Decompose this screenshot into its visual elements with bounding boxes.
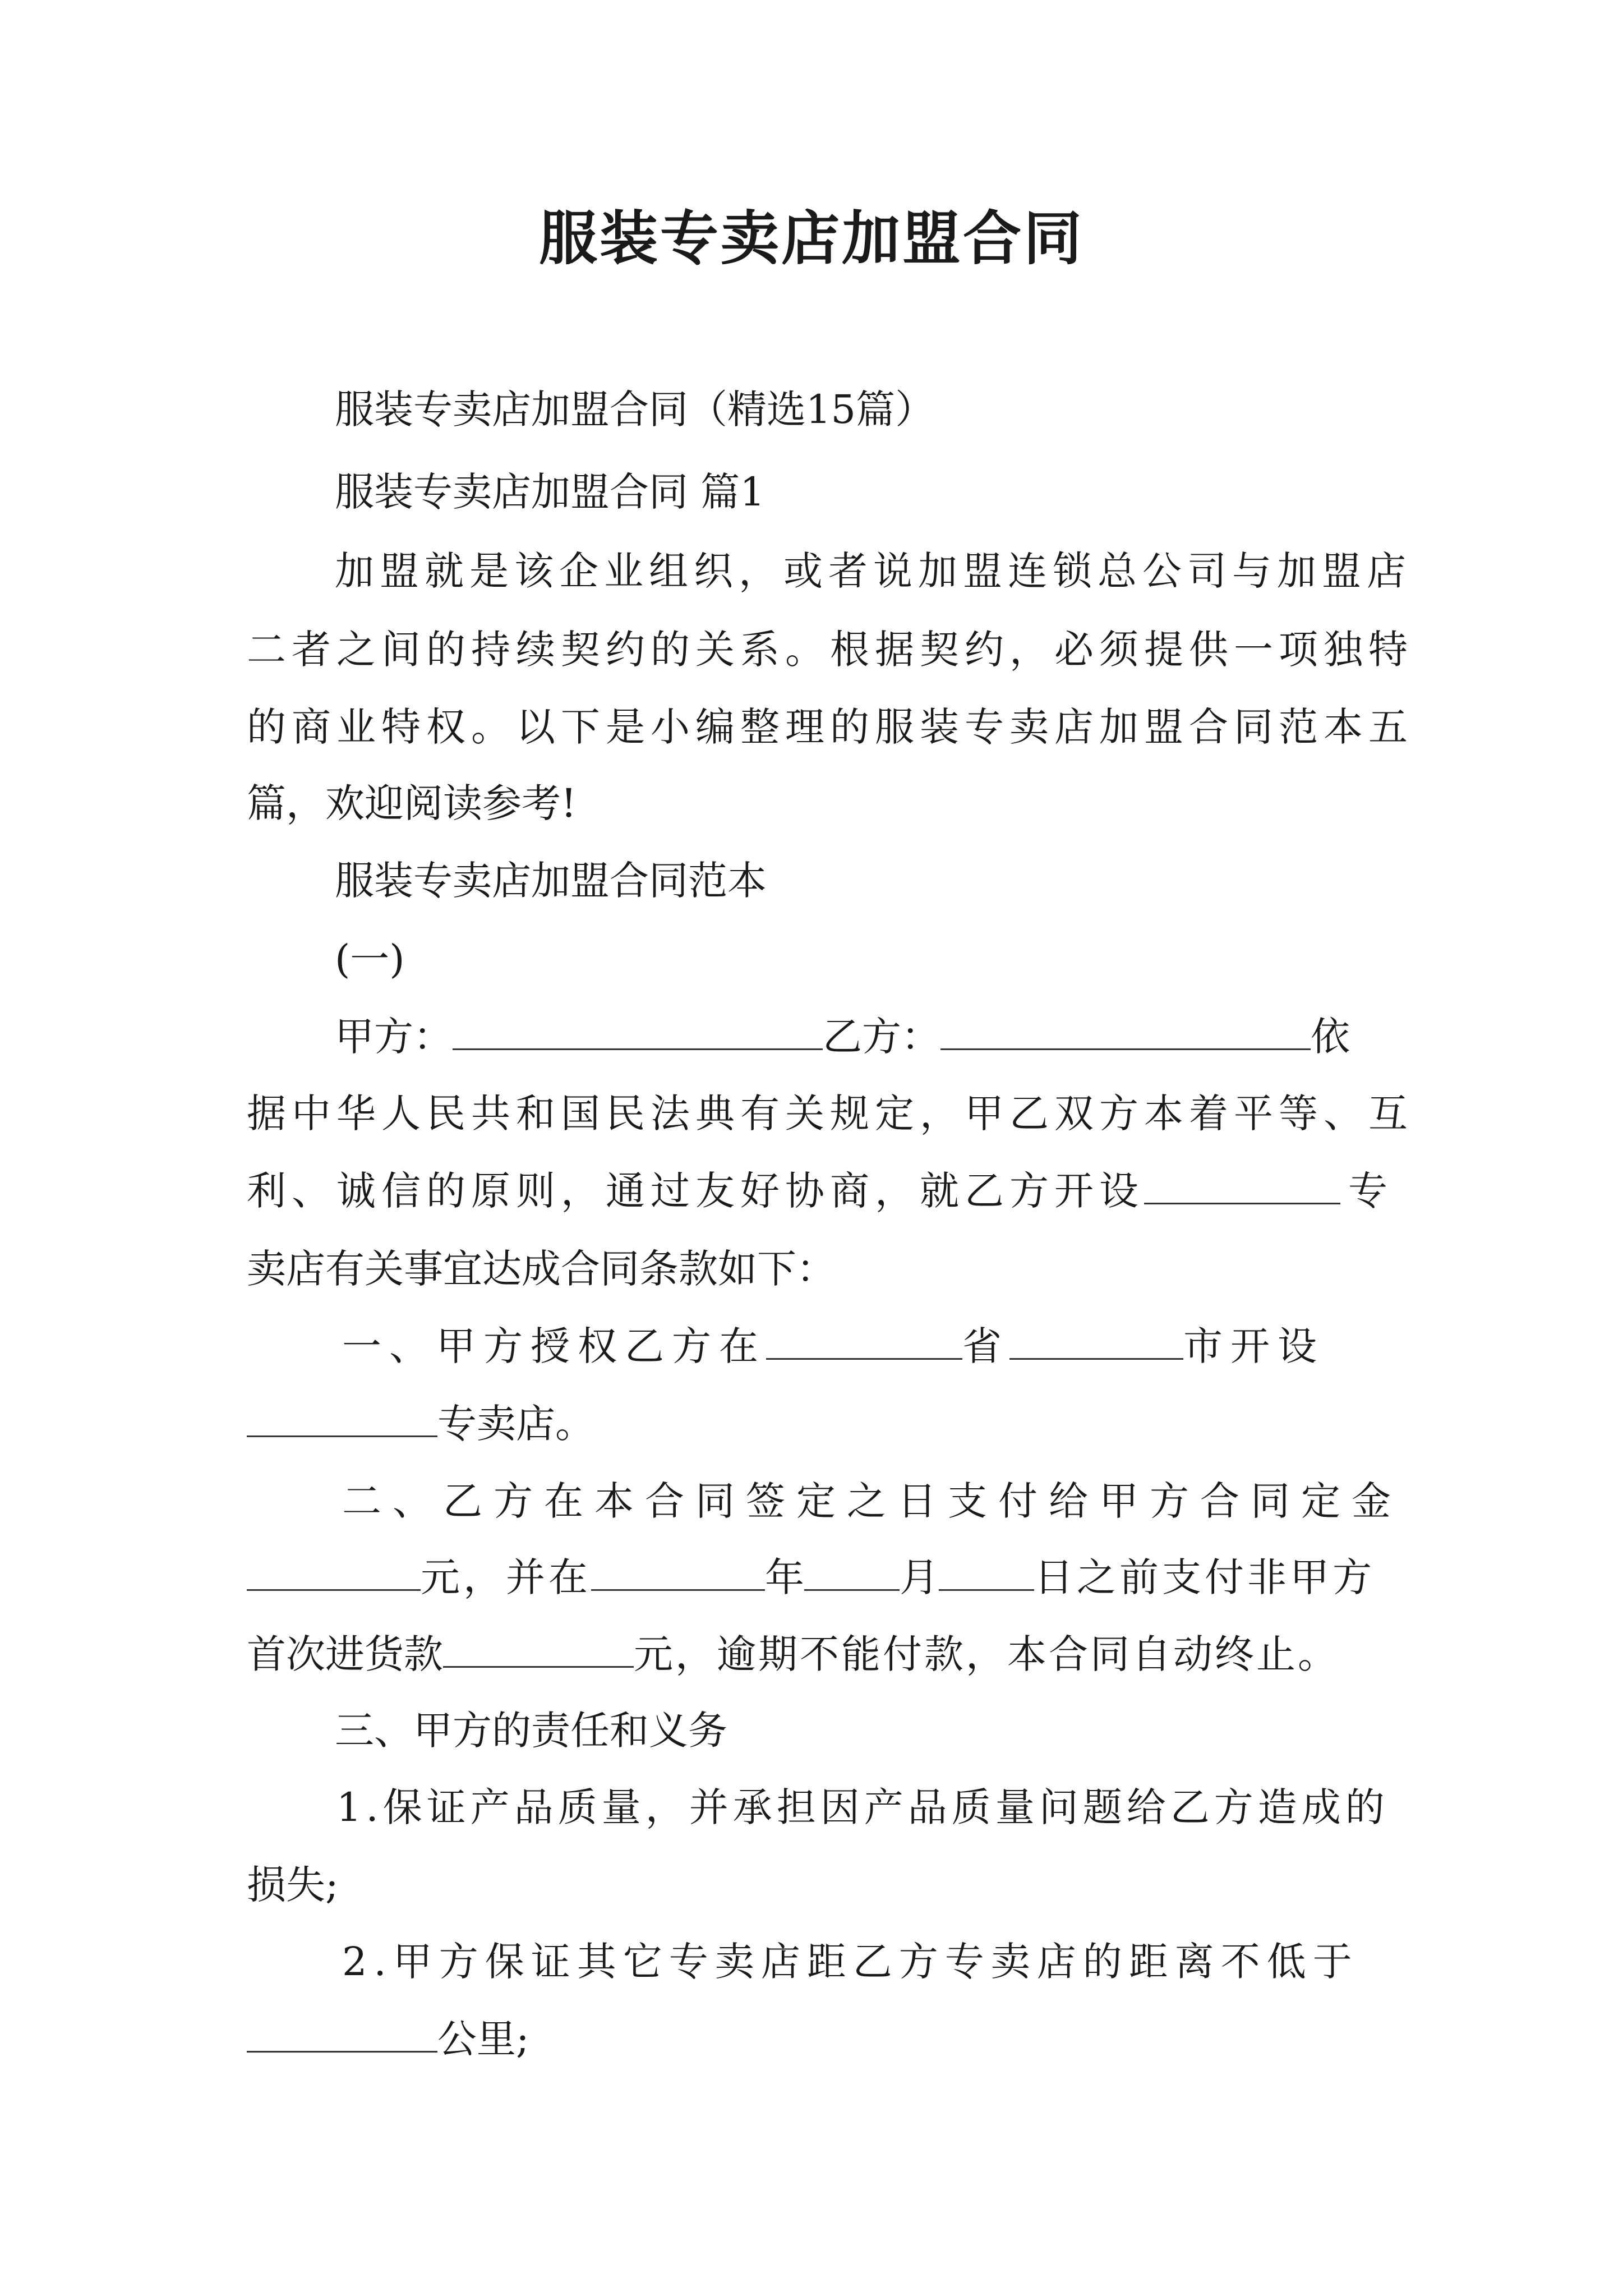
clause1-text-d: 专卖店。 <box>437 1401 594 1447</box>
month-blank <box>804 1550 900 1591</box>
clause3-text-item2b: 公里; <box>437 2016 529 2062</box>
clause2-text-f: 首次进货款 <box>247 1631 443 1677</box>
first-order-blank <box>443 1627 634 1668</box>
clause3-item2-line-1: 2.甲方保证其它专卖店距乙方专卖店的距离不低于 <box>342 1939 1359 1985</box>
preamble-line-1: 据中华人民共和国民法典有关规定，甲乙双方本着平等、互 <box>247 1091 1413 1137</box>
preamble-line-2 <box>247 1163 1387 1219</box>
intro-line-2: 二者之间的持续契约的关系。根据契约，必须提供一项独特 <box>247 627 1413 673</box>
clause2-line-3 <box>247 1626 1339 1682</box>
year-blank <box>591 1550 765 1591</box>
clause2-text-e: 日之前支付非甲方 <box>1034 1554 1375 1600</box>
part-one-label: (一) <box>335 936 405 982</box>
parties-tail: 依 <box>1311 1014 1350 1060</box>
parties-line <box>335 1009 1350 1065</box>
intro-text-1: 加盟就是该企业组织，或者说加盟连锁总公司与加盟店 <box>335 548 1412 594</box>
shop-type-blank <box>1144 1163 1340 1204</box>
day-blank <box>939 1550 1034 1591</box>
party-b-label: 乙方： <box>823 1014 940 1060</box>
preamble-line-3: 卖店有关事宜达成合同条款如下： <box>247 1246 836 1292</box>
clause3-heading: 三、甲方的责任和义务 <box>335 1708 727 1754</box>
intro-line-4: 篇，欢迎阅读参考! <box>247 780 577 826</box>
clause1-text-b: 省 <box>962 1323 1009 1369</box>
clause2-line-2 <box>247 1549 1375 1605</box>
deposit-blank <box>247 1550 421 1591</box>
clause3-item1-line-2: 损失; <box>247 1862 339 1908</box>
clause2-text-g: 元，逾期不能付款，本合同自动终止。 <box>634 1631 1339 1677</box>
shop-name-blank <box>247 1396 437 1437</box>
province-blank <box>766 1319 962 1360</box>
preamble-text-2b: 专 <box>1348 1168 1387 1214</box>
clause1-line-1 <box>342 1318 1325 1374</box>
party-a-blank <box>453 1009 823 1050</box>
clause2-text-d: 月 <box>900 1554 939 1600</box>
clause1-text-a: 一、甲方授权乙方在 <box>342 1323 766 1369</box>
clause2-text-b: 元，并在 <box>421 1554 591 1600</box>
subtitle: 服装专卖店加盟合同（精选15篇） <box>335 386 935 432</box>
clause2-text-c: 年 <box>765 1554 804 1600</box>
document-title: 服装专卖店加盟合同 <box>538 204 1084 273</box>
clause1-text-c: 市开设 <box>1183 1323 1325 1369</box>
intro-line-3: 的商业特权。以下是小编整理的服装专卖店加盟合同范本五 <box>247 704 1413 750</box>
sample-heading: 服装专卖店加盟合同范本 <box>335 858 767 904</box>
party-a-label: 甲方： <box>335 1014 453 1060</box>
clause1-line-2 <box>247 1396 594 1452</box>
clause3-item1-line-1: 1.保证产品质量，并承担因产品质量问题给乙方造成的 <box>336 1784 1389 1830</box>
clause2-line-1: 二、乙方在本合同签定之日支付给甲方合同定金 <box>342 1478 1402 1524</box>
party-b-blank <box>940 1009 1311 1050</box>
clause3-item2-line-2 <box>247 2011 529 2067</box>
section-heading: 服装专卖店加盟合同 篇1 <box>335 469 765 515</box>
city-blank <box>1009 1319 1183 1360</box>
distance-blank <box>247 2012 437 2053</box>
preamble-text-2a: 利、诚信的原则，通过友好协商，就乙方开设 <box>247 1168 1144 1214</box>
intro-line-1 <box>335 543 1412 599</box>
